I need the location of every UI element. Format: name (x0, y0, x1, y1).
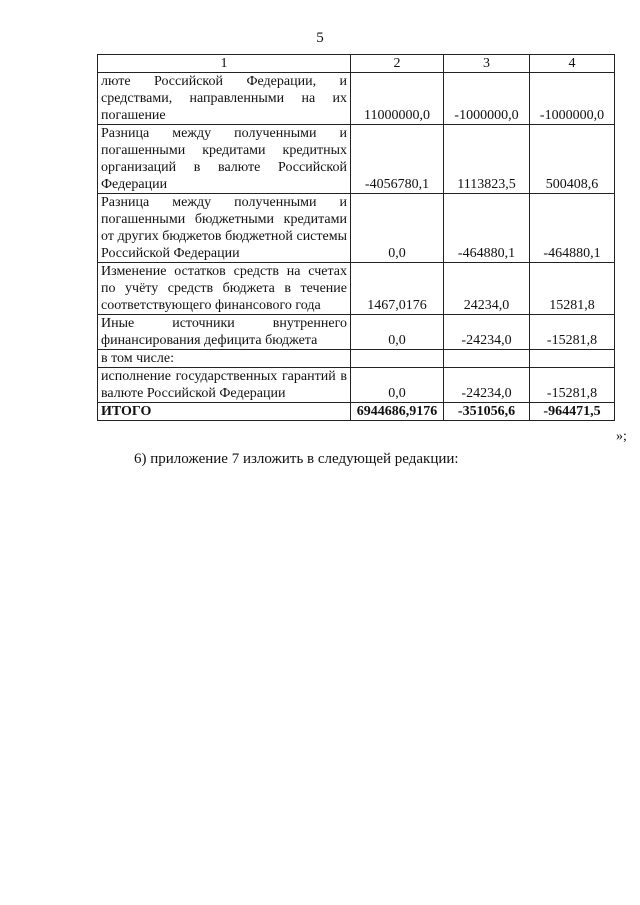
column-header-4: 4 (530, 55, 615, 73)
table-row (98, 73, 615, 125)
closing-quote: »; (616, 429, 627, 444)
row-value-col4: 15281,8 (530, 263, 615, 315)
row-value-col2: 0,0 (351, 315, 444, 350)
row-value-col4: -1000000,0 (530, 73, 615, 125)
row-value-col4 (530, 350, 615, 368)
row-value-col2: -4056780,1 (351, 125, 444, 194)
row-value-col2: 1467,0176 (351, 263, 444, 315)
row-value-col4: -15281,8 (530, 315, 615, 350)
row-description: Разница между полученными и погашенными бюджетными кредитами от других бюджетов бюджетной системы Российской Федерации (98, 194, 351, 263)
row-description: Разница между полученными и погашенными кредитами кредитных организаций в валюте Российской Федерации (98, 125, 351, 194)
table-row (98, 315, 615, 350)
row-value-col3: 1113823,5 (444, 125, 530, 194)
row-value-col3: 24234,0 (444, 263, 530, 315)
total-label: ИТОГО (98, 403, 351, 421)
row-value-col3 (444, 350, 530, 368)
row-value-col4: 500408,6 (530, 125, 615, 194)
table-row (98, 263, 615, 315)
row-value-col3: -24234,0 (444, 315, 530, 350)
row-value-col4: -464880,1 (530, 194, 615, 263)
row-value-col2: 11000000,0 (351, 73, 444, 125)
column-header-1: 1 (98, 55, 351, 73)
row-description: в том числе: (98, 350, 351, 368)
row-value-col4: -15281,8 (530, 368, 615, 403)
table-row (98, 194, 615, 263)
column-header-2: 2 (351, 55, 444, 73)
table-header-row (98, 55, 615, 73)
row-description: Иные источники внутреннего финансирования дефицита бюджета (98, 315, 351, 350)
row-value-col2: 0,0 (351, 368, 444, 403)
table-row (98, 125, 615, 194)
row-value-col3: -1000000,0 (444, 73, 530, 125)
page-number: 5 (316, 30, 324, 46)
total-value-col2: 6944686,9176 (351, 403, 444, 421)
total-value-col3: -351056,6 (444, 403, 530, 421)
row-value-col2: 0,0 (351, 194, 444, 263)
amendment-paragraph: 6) приложение 7 изложить в следующей редакции: (134, 451, 459, 467)
total-value-col4: -964471,5 (530, 403, 615, 421)
row-value-col2 (351, 350, 444, 368)
table-total-row (98, 403, 615, 421)
row-description: Изменение остатков средств на счетах по учёту средств бюджета в течение соответствующего финансового года (98, 263, 351, 315)
row-value-col3: -464880,1 (444, 194, 530, 263)
row-value-col3: -24234,0 (444, 368, 530, 403)
budget-sources-table (97, 54, 615, 421)
column-header-3: 3 (444, 55, 530, 73)
table-row (98, 368, 615, 403)
row-description: исполнение государственных гарантий в валюте Российской Федерации (98, 368, 351, 403)
table-row (98, 350, 615, 368)
row-description: люте Российской Федерации, и средствами, направленными на их погашение (98, 73, 351, 125)
